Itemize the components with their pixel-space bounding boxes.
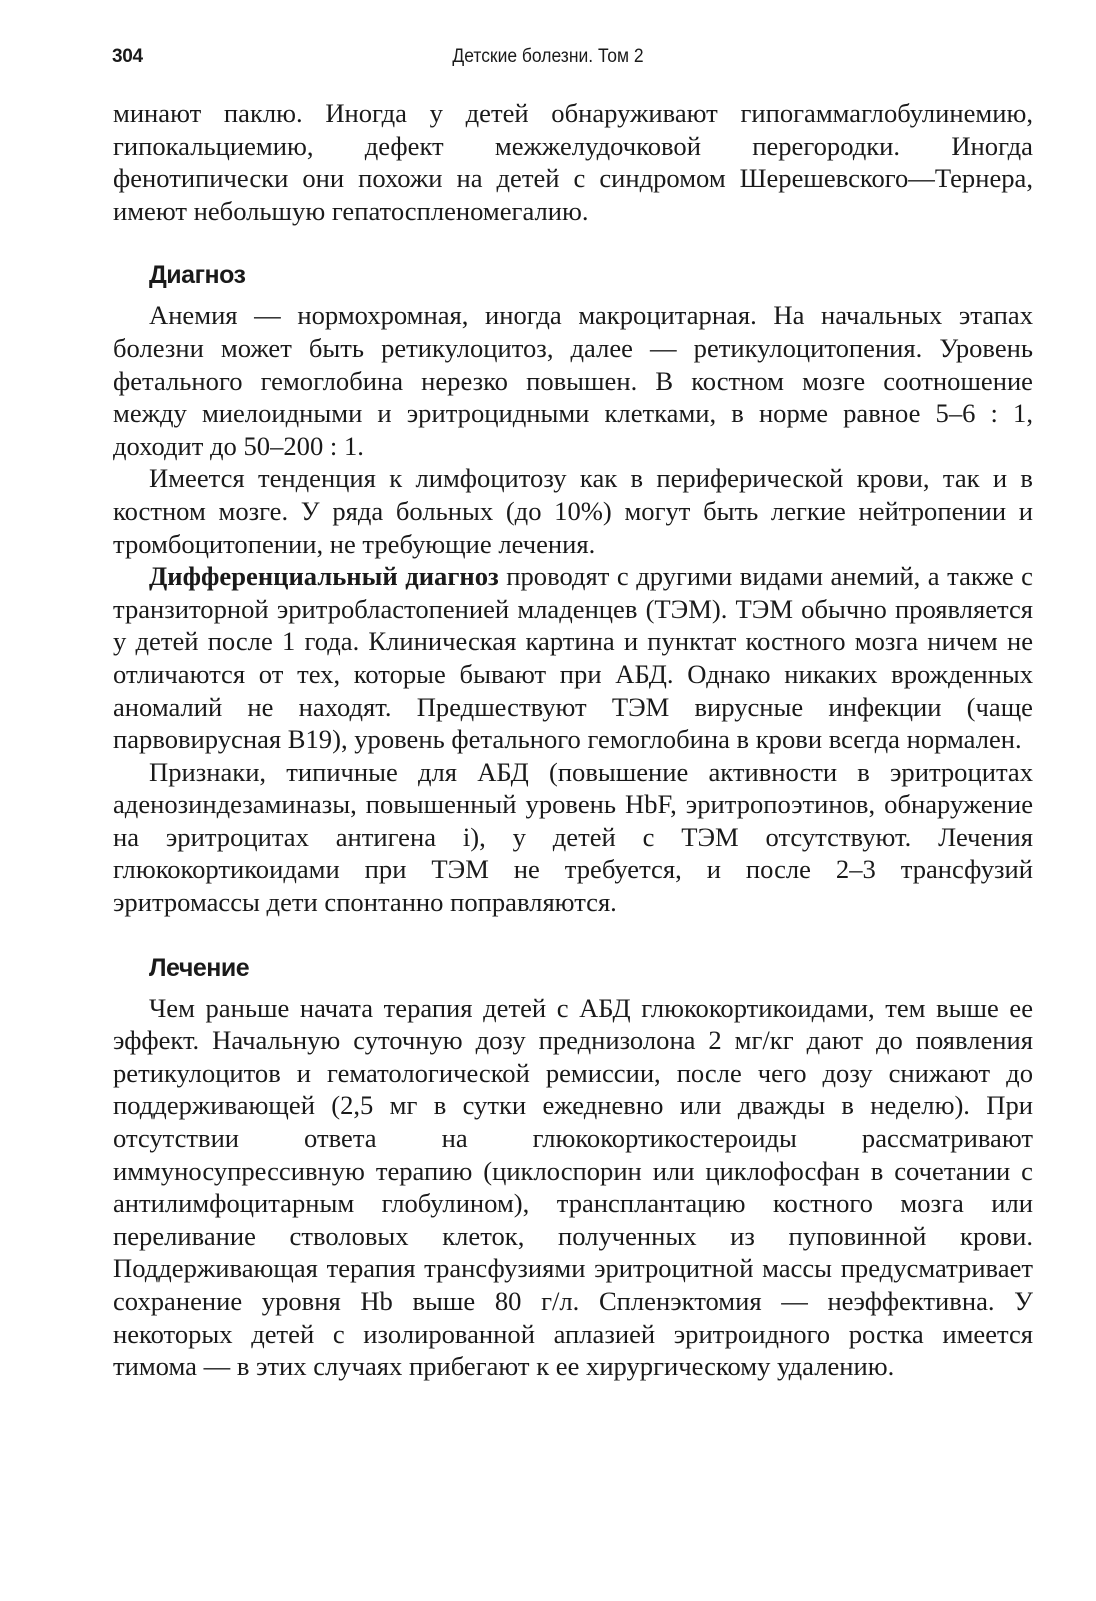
page-content — [113, 97, 1033, 1383]
diagnosis-paragraph-4: Признаки, типичные для АБД (повышение активности в эритроцитах аденозиндезаминазы, повышенный уровень HbF, эритропоэтинов, обнаружение на эритроцитах антигена i), у детей с ТЭМ отсутствуют. Лечения глюкокортикоидами при ТЭМ не требуется, и после 2–3 трансфузий эритромассы дети спонтанно поправляются. — [113, 756, 1033, 918]
diagnosis-paragraph-1: Анемия — нормохромная, иногда макроцитарная. На начальных этапах болезни может быть ретикулоцитоз, далее — ретикулоцитопения. Уровень фетального гемоглобина нерезко повышен. В костном мозге соотношение между миелоидными и эритроцидными клетками, в норме равное 5–6 : 1, доходит до 50–200 : 1. — [113, 300, 1033, 461]
section-heading-diagnosis: Диагноз — [149, 261, 246, 290]
diagnosis-paragraph-3 — [113, 560, 1033, 756]
page-number: 304 — [112, 46, 143, 67]
treatment-paragraph-1: Чем раньше начата терапия детей с АБД глюкокортикоидами, тем выше ее эффект. Начальную суточную дозу преднизолона 2 мг/кг дают до появления ретикулоцитов и гематологической ремиссии, после чего дозу снижают до поддерживающей (2,5 мг в сутки ежедневно или дважды в неделю). При отсутствии ответа на глюкокортикостероиды рассматривают иммуносупрессивную терапию (циклоспорин или циклофосфан в сочетании с антилимфоцитарным глобулином), трансплантацию костного мозга или переливание стволовых клеток, полученных из пуповинной крови. Поддерживающая терапия трансфузиями эритроцитной массы предусматривает сохранение уровня Hb выше 80 г/л. Спленэктомия — неэффективна. У некоторых детей с изолированной аплазией эритроидного ростка имеется тимома — в этих случаях прибегают к ее хирургическому удалению. — [113, 992, 1033, 1382]
section-heading-treatment: Лечение — [149, 953, 250, 982]
diagnosis-paragraph-3-text: проводят с другими видами анемий, а также с транзиторной эритробластопенией младенцев (ТЭМ). ТЭМ обычно проявляется у детей после 1 года. Клиническая картина и пунктат костного мозга ничем не отличаются от тех, которые бывают при АБД. Однако никаких врожденных аномалий не находят. Предшествуют ТЭМ вирусные инфекции (чаще парвовирусная В19), уровень фетального гемоглобина в крови всегда нормален. — [113, 561, 1033, 755]
diagnosis-paragraph-2: Имеется тенденция к лимфоцитозу как в периферической крови, так и в костном мозге. У ряда больных (до 10%) могут быть легкие нейтропении и тромбоцитопении, не требующие лечения. — [113, 463, 1033, 559]
intro-paragraph: минают паклю. Иногда у детей обнаруживают гипогаммаглобулинемию, гипокальциемию, дефект межжелудочковой перегородки. Иногда фенотипически они похожи на детей с синдромом Шерешевского—Тернера, имеют небольшую гепатоспленомегалию. — [113, 98, 1033, 226]
differential-diagnosis-term: Дифференциальный диагноз — [149, 561, 499, 592]
page-header — [0, 46, 1096, 74]
running-title: Детские болезни. Том 2 — [452, 46, 644, 67]
